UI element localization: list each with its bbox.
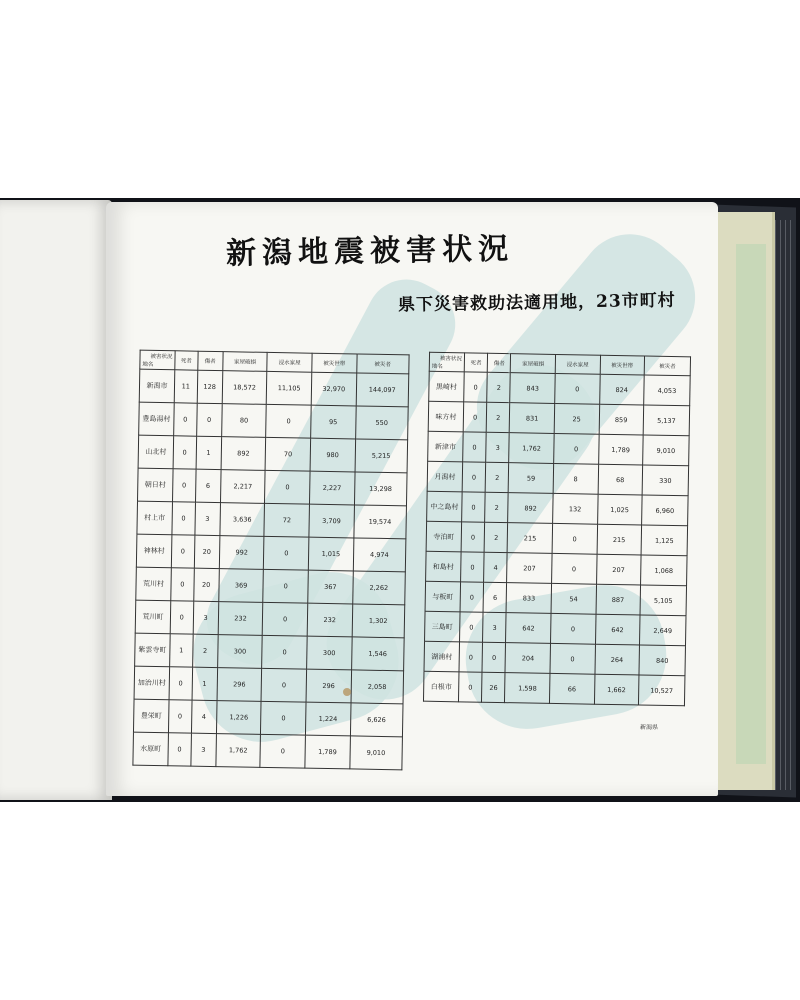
table-row bbox=[425, 611, 686, 646]
value-cell: 296 bbox=[306, 669, 351, 703]
header-corner-bottom: 地名 bbox=[431, 363, 443, 370]
value-cell: 19,574 bbox=[353, 505, 406, 539]
value-cell: 72 bbox=[264, 503, 309, 537]
value-cell: 4,974 bbox=[353, 538, 406, 572]
place-name-cell: 白根市 bbox=[423, 671, 459, 702]
value-cell: 95 bbox=[311, 405, 356, 439]
value-cell: 0 bbox=[463, 432, 487, 462]
value-cell: 144,097 bbox=[356, 373, 409, 407]
value-cell: 264 bbox=[594, 644, 639, 675]
value-cell: 0 bbox=[264, 536, 309, 570]
value-cell: 8 bbox=[553, 463, 598, 494]
value-cell: 3 bbox=[190, 733, 216, 766]
place-name-cell: 水原町 bbox=[133, 732, 169, 766]
value-cell: 0 bbox=[263, 569, 308, 603]
value-cell: 2 bbox=[484, 522, 508, 552]
value-cell: 1 bbox=[196, 436, 222, 469]
header-corner-top: 被害状況 bbox=[150, 353, 173, 361]
table-row bbox=[427, 491, 688, 526]
value-cell: 2 bbox=[485, 492, 509, 522]
place-name-cell: 豊島湯村 bbox=[139, 402, 175, 436]
value-cell: 1,224 bbox=[305, 702, 350, 736]
value-cell: 1,598 bbox=[505, 673, 550, 704]
value-cell: 3,636 bbox=[220, 503, 265, 537]
place-name-cell: 中之島村 bbox=[427, 491, 463, 522]
value-cell: 6 bbox=[483, 582, 507, 612]
table-row bbox=[133, 732, 403, 770]
value-cell: 68 bbox=[598, 464, 643, 495]
place-name-cell: 神林村 bbox=[136, 534, 172, 568]
value-cell: 204 bbox=[505, 643, 550, 674]
place-name-cell: 豊栄町 bbox=[133, 699, 169, 733]
place-name-cell: 山北村 bbox=[138, 435, 174, 469]
value-cell: 6 bbox=[195, 469, 221, 502]
value-cell: 0 bbox=[459, 642, 483, 672]
value-cell: 1,789 bbox=[598, 434, 643, 465]
value-cell: 1,662 bbox=[594, 674, 639, 705]
column-header: 家屋破損 bbox=[223, 352, 268, 372]
value-cell: 9,010 bbox=[643, 435, 690, 466]
column-header: 被災世帯 bbox=[600, 355, 645, 375]
table-row bbox=[423, 671, 684, 706]
value-cell: 0 bbox=[168, 733, 191, 766]
value-cell: 0 bbox=[461, 522, 485, 552]
value-cell: 980 bbox=[310, 438, 355, 472]
value-cell: 132 bbox=[553, 493, 598, 524]
value-cell: 0 bbox=[462, 492, 486, 522]
page-stack-tint bbox=[736, 244, 766, 764]
value-cell: 1,125 bbox=[641, 525, 688, 556]
value-cell: 128 bbox=[197, 370, 223, 403]
value-cell: 2,649 bbox=[640, 615, 687, 646]
place-name-cell: 荒川町 bbox=[135, 600, 171, 634]
value-cell: 296 bbox=[217, 668, 262, 702]
value-cell: 215 bbox=[508, 523, 553, 554]
page-title: 新潟地震被害状況 bbox=[225, 231, 515, 272]
value-cell: 859 bbox=[599, 404, 644, 435]
value-cell: 3 bbox=[483, 612, 507, 642]
value-cell: 1,015 bbox=[308, 537, 353, 571]
header-corner-bottom: 地名 bbox=[142, 361, 154, 368]
value-cell: 0 bbox=[174, 403, 197, 436]
column-header: 傷者 bbox=[487, 353, 511, 372]
value-cell: 0 bbox=[550, 643, 595, 674]
value-cell: 18,572 bbox=[222, 371, 267, 405]
value-cell: 0 bbox=[173, 436, 196, 469]
value-cell: 1,302 bbox=[352, 604, 405, 638]
value-cell: 2,262 bbox=[352, 571, 405, 605]
value-cell: 0 bbox=[262, 635, 307, 669]
value-cell: 300 bbox=[307, 636, 352, 670]
value-cell: 215 bbox=[597, 524, 642, 555]
header-corner-top: 被害状況 bbox=[439, 355, 462, 363]
value-cell: 1,762 bbox=[216, 734, 261, 768]
value-cell: 3,709 bbox=[309, 504, 354, 538]
place-name-cell: 三島町 bbox=[425, 611, 461, 642]
table-row bbox=[135, 600, 405, 638]
column-header: 死者 bbox=[464, 353, 488, 372]
value-cell: 642 bbox=[595, 614, 640, 645]
value-cell: 80 bbox=[221, 404, 266, 438]
value-cell: 0 bbox=[550, 613, 595, 644]
value-cell: 1 bbox=[170, 634, 193, 667]
column-header: 家屋破損 bbox=[511, 354, 556, 374]
value-cell: 32,970 bbox=[311, 372, 356, 406]
value-cell: 0 bbox=[170, 601, 193, 634]
value-cell: 330 bbox=[642, 465, 689, 496]
value-cell: 0 bbox=[460, 612, 484, 642]
value-cell: 207 bbox=[507, 553, 552, 584]
background-top bbox=[0, 0, 800, 200]
table-row bbox=[426, 521, 687, 556]
value-cell: 13,298 bbox=[354, 472, 407, 506]
value-cell: 1,068 bbox=[641, 555, 688, 586]
table-footnote: 新潟県 bbox=[639, 723, 659, 732]
value-cell: 0 bbox=[552, 553, 597, 584]
table-row bbox=[138, 435, 408, 473]
value-cell: 0 bbox=[171, 568, 194, 601]
value-cell: 0 bbox=[554, 433, 599, 464]
table-row bbox=[139, 402, 409, 440]
value-cell: 0 bbox=[196, 403, 222, 436]
value-cell: 892 bbox=[221, 437, 266, 471]
place-name-cell: 黒崎村 bbox=[429, 371, 465, 402]
value-cell: 4 bbox=[191, 700, 217, 733]
column-header: 被災者 bbox=[644, 356, 690, 376]
damage-table-right bbox=[423, 352, 691, 707]
value-cell: 26 bbox=[482, 672, 506, 702]
value-cell: 887 bbox=[596, 584, 641, 615]
value-cell: 0 bbox=[261, 701, 306, 735]
value-cell: 369 bbox=[219, 569, 264, 603]
value-cell: 20 bbox=[194, 535, 220, 568]
value-cell: 0 bbox=[464, 372, 488, 402]
value-cell: 0 bbox=[173, 469, 196, 502]
column-header: 傷者 bbox=[197, 351, 223, 370]
value-cell: 992 bbox=[219, 536, 264, 570]
value-cell: 4 bbox=[484, 552, 508, 582]
value-cell: 70 bbox=[265, 437, 310, 471]
value-cell: 0 bbox=[265, 470, 310, 504]
value-cell: 207 bbox=[596, 554, 641, 585]
value-cell: 0 bbox=[462, 462, 486, 492]
place-name-cell: 月潟村 bbox=[427, 461, 463, 492]
value-cell: 2,058 bbox=[351, 670, 404, 704]
place-name-cell: 与板町 bbox=[425, 581, 461, 612]
value-cell: 59 bbox=[509, 463, 554, 494]
value-cell: 2,217 bbox=[220, 470, 265, 504]
value-cell: 4,053 bbox=[644, 375, 691, 406]
value-cell: 5,215 bbox=[355, 439, 408, 473]
book-page bbox=[106, 202, 718, 796]
table-row bbox=[139, 369, 409, 407]
table-row bbox=[136, 534, 406, 572]
value-cell: 550 bbox=[355, 406, 408, 440]
place-name-cell: 村上市 bbox=[137, 501, 173, 535]
table-row bbox=[428, 431, 689, 466]
value-cell: 1,546 bbox=[351, 637, 404, 671]
place-name-cell: 紫雲寺町 bbox=[135, 633, 171, 667]
table-row bbox=[427, 461, 688, 496]
value-cell: 300 bbox=[217, 635, 262, 669]
value-cell: 833 bbox=[507, 583, 552, 614]
table-row bbox=[138, 468, 408, 506]
value-cell: 0 bbox=[458, 672, 482, 702]
table-row bbox=[135, 633, 405, 671]
value-cell: 1 bbox=[192, 667, 218, 700]
table-row bbox=[134, 666, 404, 704]
value-cell: 232 bbox=[307, 603, 352, 637]
place-name-cell: 加治川村 bbox=[134, 666, 170, 700]
value-cell: 0 bbox=[552, 523, 597, 554]
value-cell: 0 bbox=[171, 535, 194, 568]
value-cell: 0 bbox=[463, 402, 487, 432]
value-cell: 1,762 bbox=[509, 433, 554, 464]
value-cell: 367 bbox=[308, 570, 353, 604]
header-corner bbox=[140, 350, 175, 370]
column-header: 被災世帯 bbox=[312, 353, 357, 373]
value-cell: 3 bbox=[486, 432, 510, 462]
value-cell: 1,025 bbox=[597, 494, 642, 525]
value-cell: 0 bbox=[461, 552, 485, 582]
value-cell: 892 bbox=[508, 493, 553, 524]
value-cell: 2 bbox=[486, 402, 510, 432]
column-header: 死者 bbox=[175, 351, 198, 370]
place-name-cell: 湖浦村 bbox=[424, 641, 460, 672]
damage-table-left bbox=[132, 350, 409, 771]
value-cell: 6,626 bbox=[350, 703, 403, 737]
value-cell: 2,227 bbox=[309, 471, 354, 505]
value-cell: 0 bbox=[168, 700, 191, 733]
place-name-cell: 新潟市 bbox=[139, 369, 175, 403]
value-cell: 840 bbox=[639, 645, 686, 676]
value-cell: 0 bbox=[460, 582, 484, 612]
value-cell: 10,527 bbox=[638, 675, 685, 706]
value-cell: 0 bbox=[266, 404, 311, 438]
place-name-cell: 和島村 bbox=[426, 551, 462, 582]
table-row bbox=[136, 567, 406, 605]
column-header: 浸水家屋 bbox=[555, 354, 600, 374]
value-cell: 20 bbox=[193, 568, 219, 601]
value-cell: 6,960 bbox=[642, 495, 689, 526]
page-stain bbox=[343, 688, 351, 696]
value-cell: 1,226 bbox=[216, 701, 261, 735]
table-row bbox=[425, 581, 686, 616]
value-cell: 3 bbox=[194, 502, 220, 535]
value-cell: 1,789 bbox=[305, 735, 350, 769]
value-cell: 0 bbox=[169, 667, 192, 700]
page-subtitle: 県下災害救助法適用地，23市町村 bbox=[397, 290, 676, 316]
value-cell: 0 bbox=[260, 734, 305, 768]
column-header: 被災者 bbox=[356, 354, 409, 374]
left-page bbox=[0, 200, 112, 800]
place-name-cell: 朝日村 bbox=[138, 468, 174, 502]
value-cell: 2 bbox=[487, 372, 511, 402]
place-name-cell: 寺泊町 bbox=[426, 521, 462, 552]
value-cell: 0 bbox=[172, 502, 195, 535]
value-cell: 2 bbox=[192, 634, 218, 667]
value-cell: 0 bbox=[261, 668, 306, 702]
value-cell: 54 bbox=[551, 583, 596, 614]
value-cell: 5,105 bbox=[640, 585, 687, 616]
place-name-cell: 味方村 bbox=[428, 401, 464, 432]
value-cell: 9,010 bbox=[349, 736, 402, 770]
value-cell: 25 bbox=[554, 403, 599, 434]
value-cell: 0 bbox=[263, 602, 308, 636]
table-row bbox=[137, 501, 407, 539]
value-cell: 0 bbox=[555, 373, 600, 404]
table-row bbox=[424, 641, 685, 676]
table-row bbox=[133, 699, 403, 737]
table-row bbox=[428, 401, 689, 436]
value-cell: 11,105 bbox=[267, 371, 312, 405]
value-cell: 2 bbox=[485, 462, 509, 492]
value-cell: 843 bbox=[510, 373, 555, 404]
table-row bbox=[426, 551, 687, 586]
column-header: 浸水家屋 bbox=[267, 352, 312, 372]
place-name-cell: 荒川村 bbox=[136, 567, 172, 601]
place-name-cell: 新津市 bbox=[428, 431, 464, 462]
value-cell: 831 bbox=[510, 403, 555, 434]
value-cell: 0 bbox=[482, 642, 506, 672]
value-cell: 5,137 bbox=[643, 405, 690, 436]
value-cell: 232 bbox=[218, 602, 263, 636]
header-corner bbox=[429, 352, 464, 372]
table-row bbox=[429, 371, 690, 406]
value-cell: 11 bbox=[174, 370, 197, 403]
value-cell: 824 bbox=[599, 374, 644, 405]
value-cell: 66 bbox=[549, 673, 594, 704]
value-cell: 3 bbox=[193, 601, 219, 634]
value-cell: 642 bbox=[506, 613, 551, 644]
